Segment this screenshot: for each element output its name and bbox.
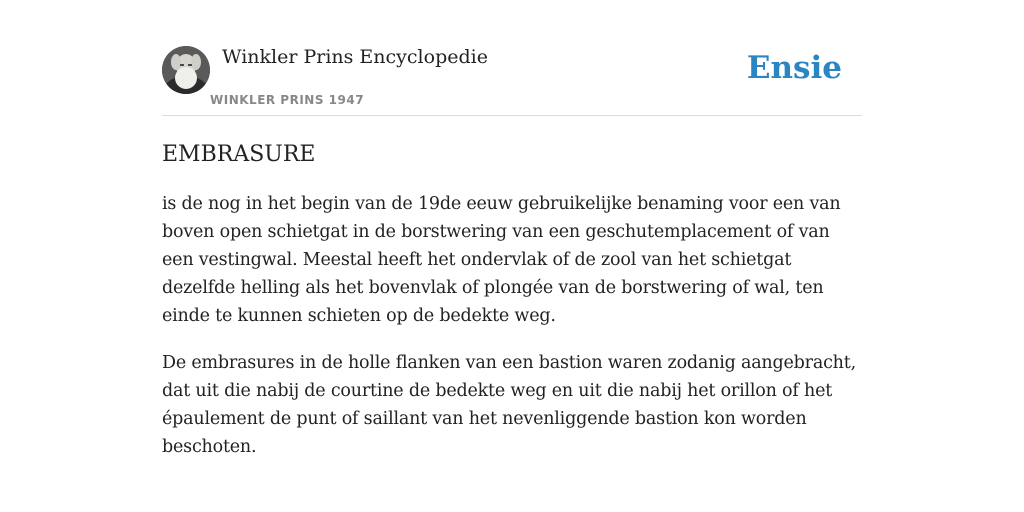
ensie-logo[interactable]: Ensie <box>746 50 842 86</box>
article-header <box>162 40 862 116</box>
article-paragraph-1: is de nog in het begin van de 19de eeuw gebruikelijke benaming voor een van boven open schietgat in de borstwering van een geschutemplacement of van een vestingwal. Meestal heeft het ondervlak of de zool van het schietgat dezelfde helling als het bovenvlak of plongée van de borstwering of wal, ten einde te kunnen schieten op de bedekte weg. <box>162 194 841 326</box>
article-paragraph-2: De embrasures in de holle flanken van een bastion waren zodanig aangebracht, dat uit die nabij de courtine de bedekte weg en uit die nabij het orillon of het épaulement de punt of saillant van het nevenliggende bastion kon worden beschoten. <box>162 353 856 457</box>
article-title: EMBRASURE <box>162 142 316 167</box>
article-body <box>162 190 862 461</box>
portrait-icon <box>162 46 210 94</box>
source-label: WINKLER PRINS 1947 <box>210 93 365 107</box>
article-card <box>162 40 862 480</box>
site-name[interactable]: Winkler Prins Encyclopedie <box>222 46 488 68</box>
author-avatar[interactable] <box>162 46 210 94</box>
